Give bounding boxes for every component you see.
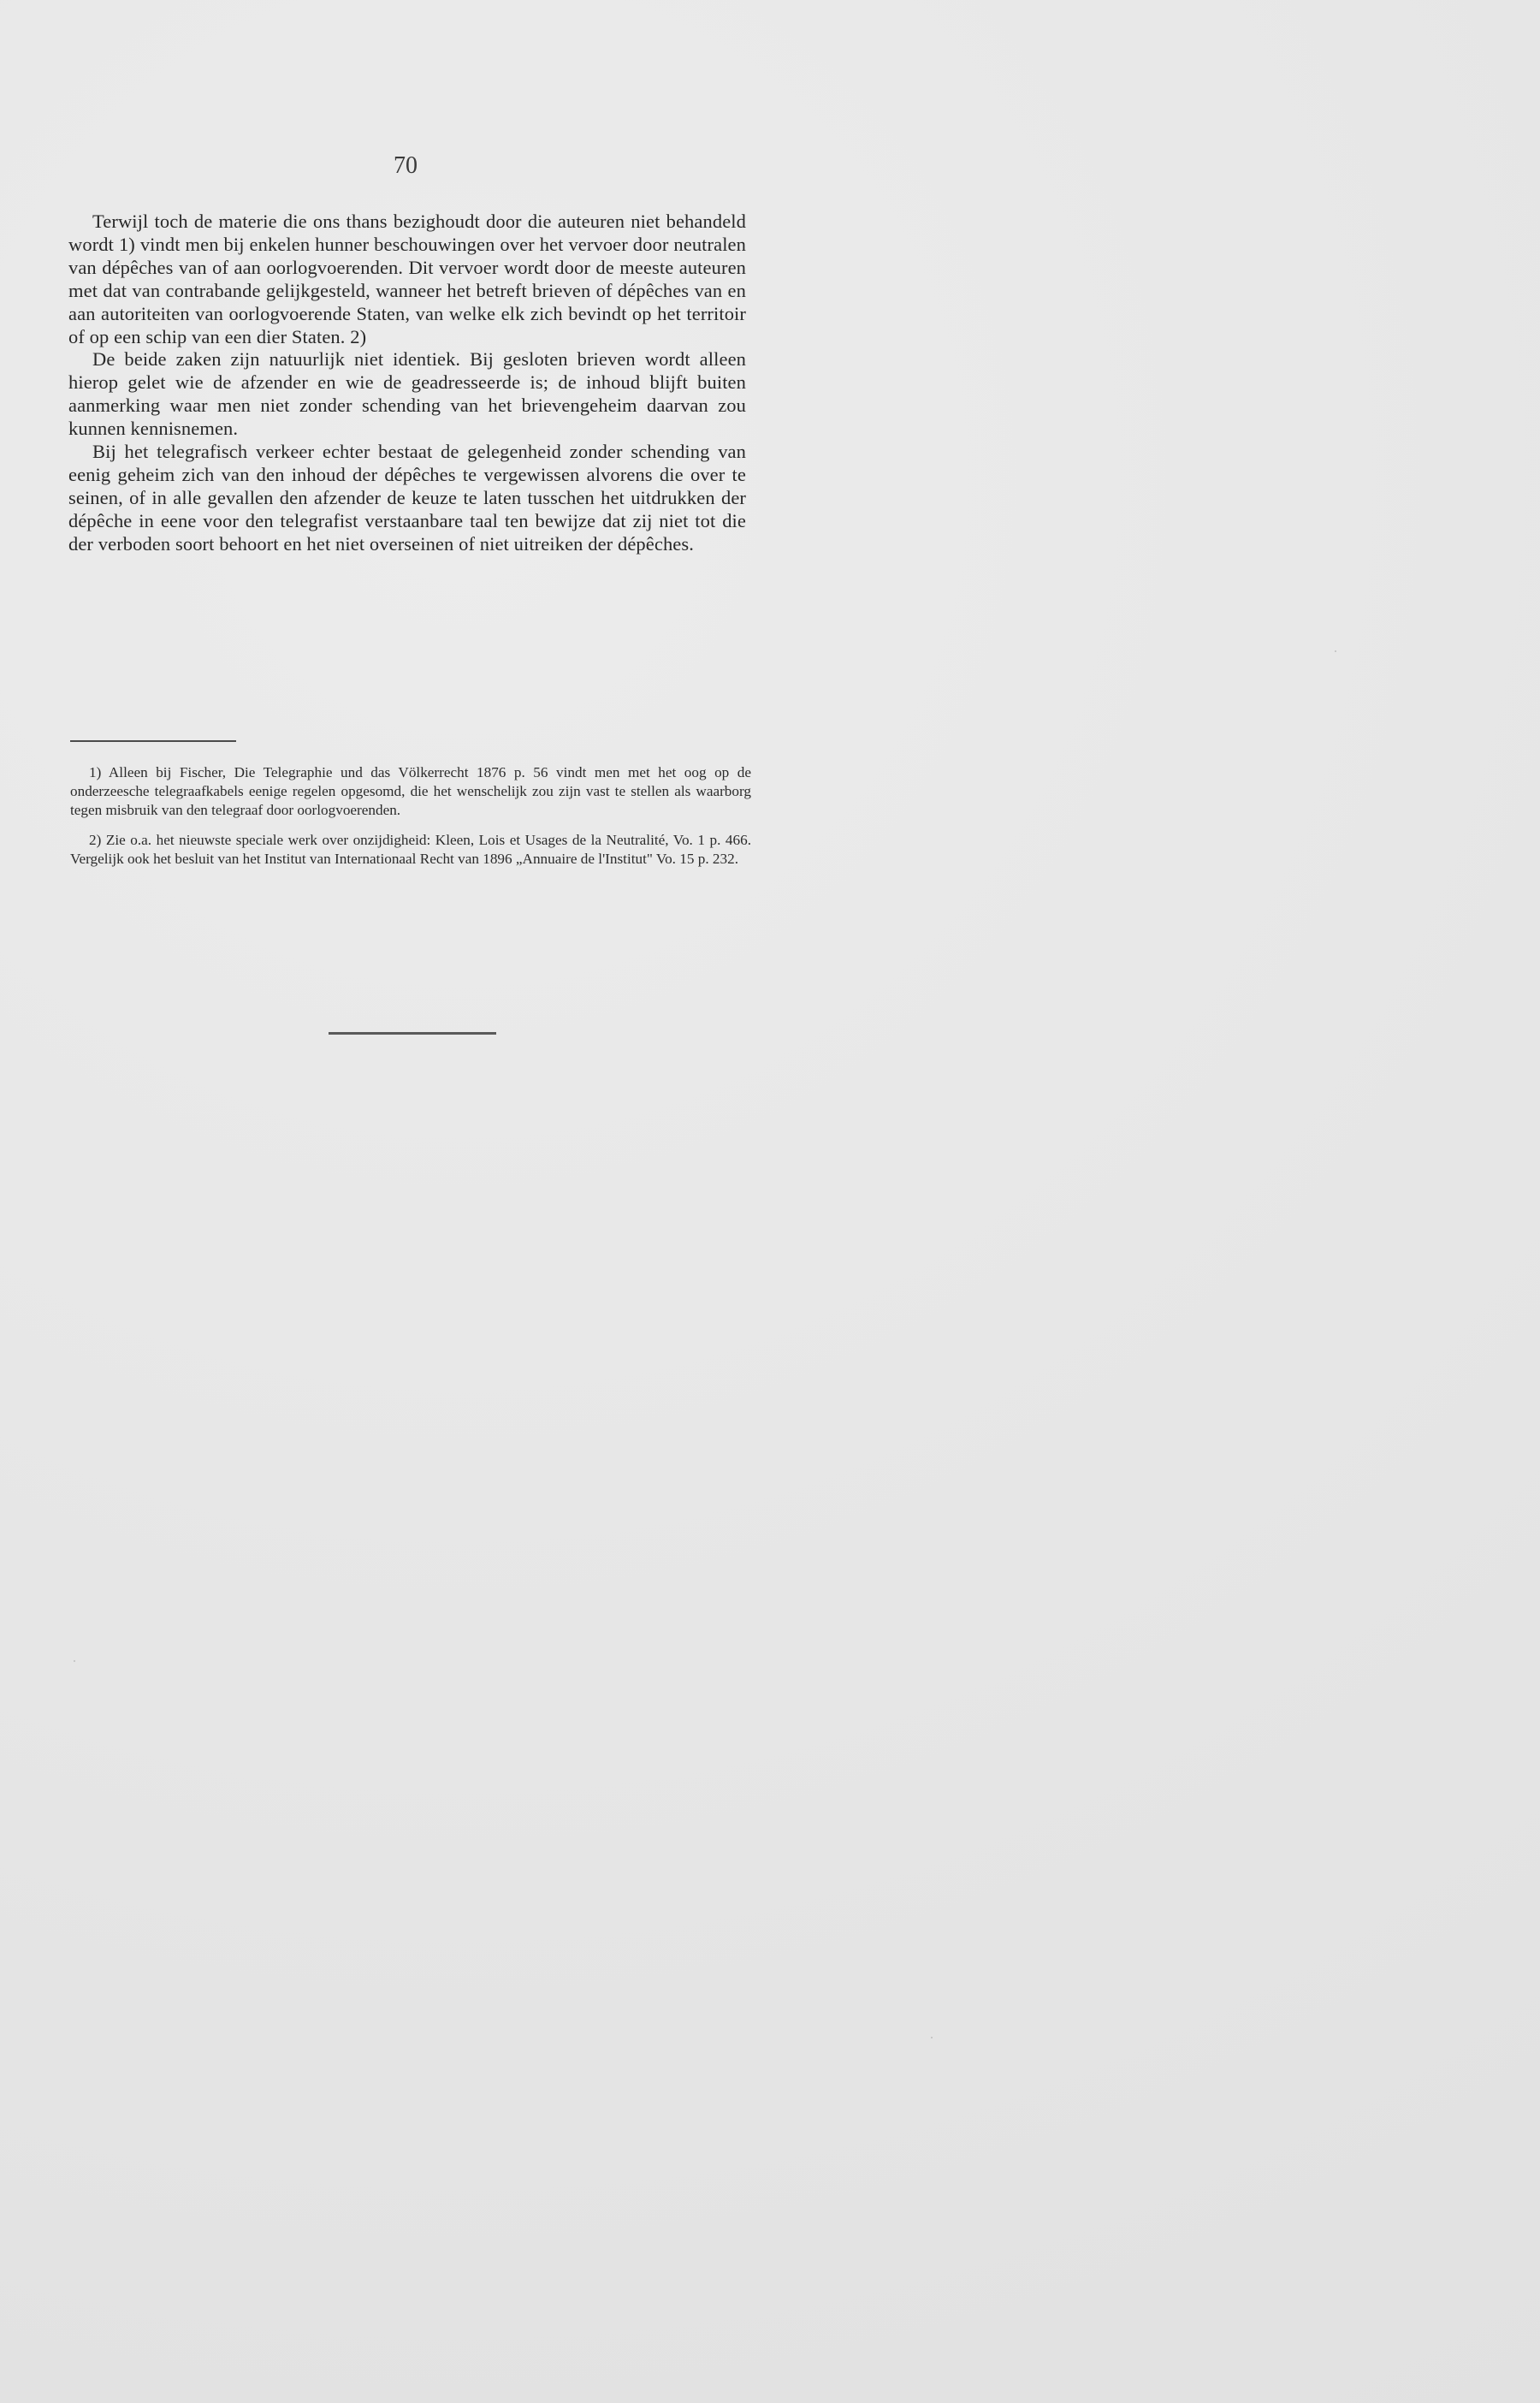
scan-speck [74,1660,75,1662]
end-rule [329,1032,496,1035]
scan-speck [1335,650,1336,652]
page-number: 70 [394,152,418,179]
paragraph: De beide zaken zijn natuurlijk niet identiek. Bij gesloten brieven wordt alleen hierop gelet wie de afzender en wie de geadresseerde is; de inhoud blijft buiten aanmerking waar men niet zonder schending van het brievengeheim daarvan zou kunnen kennisnemen. [68,348,746,440]
paragraph: Bij het telegrafisch verkeer echter bestaat de gelegenheid zonder schending van eenig geheim zich van den inhoud der dépêches te vergewissen alvorens die over te seinen, of in alle gevallen den afzender de keuze te laten tusschen het uitdrukken der dépêche in eene voor den telegrafist verstaanbare taal ten bewijze dat zij niet tot die der verboden soort behoort en het niet overseinen of niet uitreiken der dépêches. [68,441,746,555]
footnotes [70,763,751,881]
body-text [68,211,746,556]
footnote-separator [70,740,236,742]
scan-speck [931,2037,933,2038]
paragraph: Terwijl toch de materie die ons thans bezighoudt door die auteuren niet behandeld wordt 1) vindt men bij enkelen hunner beschouwingen over het vervoer door neutralen van dépêches van of aan oorlogvoerenden. Dit vervoer wordt door de meeste auteuren met dat van contrabande gelijkgesteld, wanneer het betreft brieven of dépêches van en aan autoriteiten van oorlogvoerende Staten, van welke elk zich bevindt op het territoir of op een schip van een dier Staten. 2) [68,211,746,347]
footnote: 2) Zie o.a. het nieuwste speciale werk over onzijdigheid: Kleen, Lois et Usages de la Neutralité, Vo. 1 p. 466. Vergelijk ook het besluit van het Institut van Internationaal Recht van 1896 „Annuaire de l'Institut" Vo. 15 p. 232. [70,832,751,868]
footnote: 1) Alleen bij Fischer, Die Telegraphie und das Völkerrecht 1876 p. 56 vindt men met het oog op de onderzeesche telegraafkabels eenige regelen opgesomd, die het wenschelijk zou zijn vast te stellen als waarborg tegen misbruik van den telegraaf door oorlogvoerenden. [70,764,751,818]
